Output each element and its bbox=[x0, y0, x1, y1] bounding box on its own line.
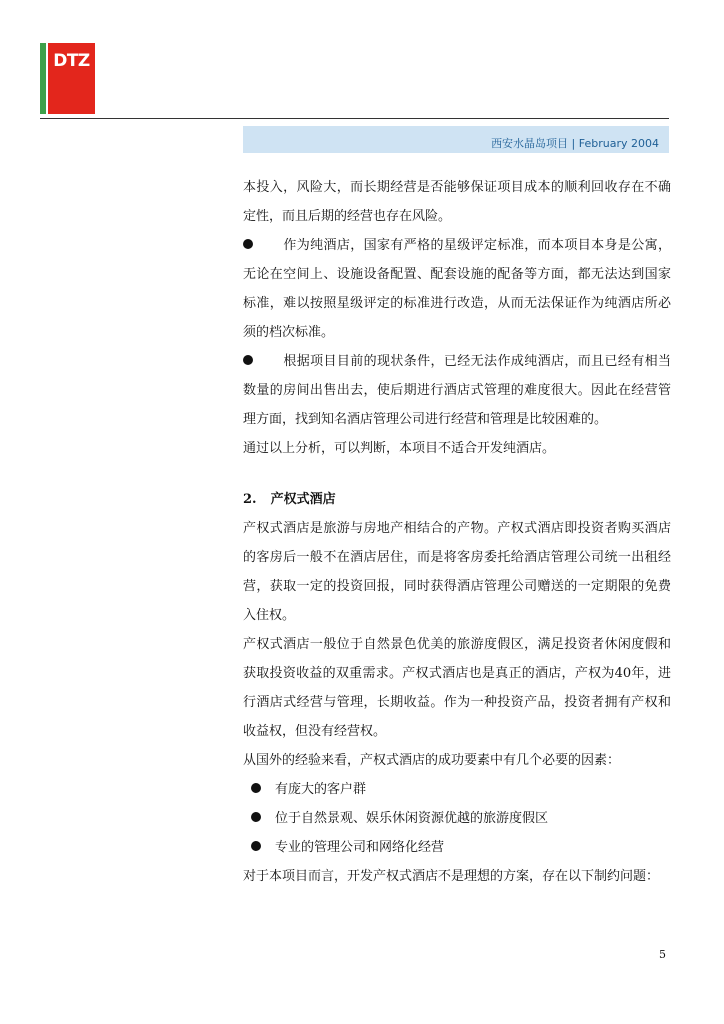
paragraph: 对于本项目而言，开发产权式酒店不是理想的方案，存在以下制约问题： bbox=[243, 869, 660, 884]
bullet-icon bbox=[243, 355, 253, 365]
header-text bbox=[491, 135, 659, 151]
section-heading bbox=[243, 485, 671, 514]
list-item-text: 位于自然景观、娱乐休闲资源优越的旅游度假区 bbox=[275, 811, 549, 826]
section-number: 2. bbox=[243, 492, 257, 507]
bullet-paragraph bbox=[243, 231, 671, 347]
list-item bbox=[243, 804, 671, 833]
list-item bbox=[243, 833, 671, 862]
paragraph: 产权式酒店一般位于自然景色优美的旅游度假区，满足投资者休闲度假和获取投资收益的双重需求。产权式酒店也是真正的酒店，产权为40年，进行酒店式经营与管理，长期收益。作为一种投资产品，投资者拥有产权和收益权，但没有经营权。 bbox=[243, 637, 671, 739]
bullet-paragraph bbox=[243, 347, 671, 434]
dtz-logo bbox=[40, 43, 95, 114]
bullet-icon bbox=[251, 841, 261, 851]
list-item-text: 专业的管理公司和网络化经营 bbox=[275, 840, 445, 855]
paragraph: 产权式酒店是旅游与房地产相结合的产物。产权式酒店即投资者购买酒店的客房后一般不在酒店居住，而是将客房委托给酒店管理公司统一出租经营，获取一定的投资回报，同时获得酒店管理公司赠送的一定期限的免费入住权。 bbox=[243, 521, 671, 623]
page-number: 5 bbox=[659, 948, 666, 961]
paragraph: 从国外的经验来看，产权式酒店的成功要素中有几个必要的因素： bbox=[243, 753, 621, 768]
conclusion-paragraph: 通过以上分析，可以判断，本项目不适合开发纯酒店。 bbox=[243, 441, 556, 456]
paragraph: 本投入，风险大，而长期经营是否能够保证项目成本的顺利回收存在不确定性，而且后期的经营也存在风险。 bbox=[243, 180, 671, 224]
section-title: 产权式酒店 bbox=[270, 492, 336, 507]
bullet-text: 作为纯酒店，国家有严格的星级评定标准，而本项目本身是公寓，无论在空间上、设施设备配置、配套设施的配备等方面，都无法达到国家标准，难以按照星级评定的标准进行改造，从而无法保证作为纯酒店所必须的档次标准。 bbox=[243, 238, 671, 340]
list-item bbox=[243, 775, 671, 804]
header-date: February 2004 bbox=[578, 137, 659, 150]
bullet-icon bbox=[243, 239, 253, 249]
bullet-icon bbox=[251, 812, 261, 822]
logo-green-bar bbox=[40, 43, 46, 114]
list-item-text: 有庞大的客户群 bbox=[275, 782, 367, 797]
header-rule bbox=[40, 118, 669, 119]
document-body bbox=[243, 173, 671, 891]
bullet-text: 根据项目目前的现状条件，已经无法作成纯酒店，而且已经有相当数量的房间出售出去，使后期进行酒店式管理的难度很大。因此在经营管理方面，找到知名酒店管理公司进行经营和管理是比较困难的。 bbox=[243, 354, 671, 427]
bullet-icon bbox=[251, 783, 261, 793]
header-separator: | bbox=[568, 137, 579, 150]
page-header-bar bbox=[243, 126, 669, 153]
logo-text: DTZ bbox=[53, 51, 90, 71]
header-project: 西安水晶岛项目 bbox=[491, 137, 569, 150]
